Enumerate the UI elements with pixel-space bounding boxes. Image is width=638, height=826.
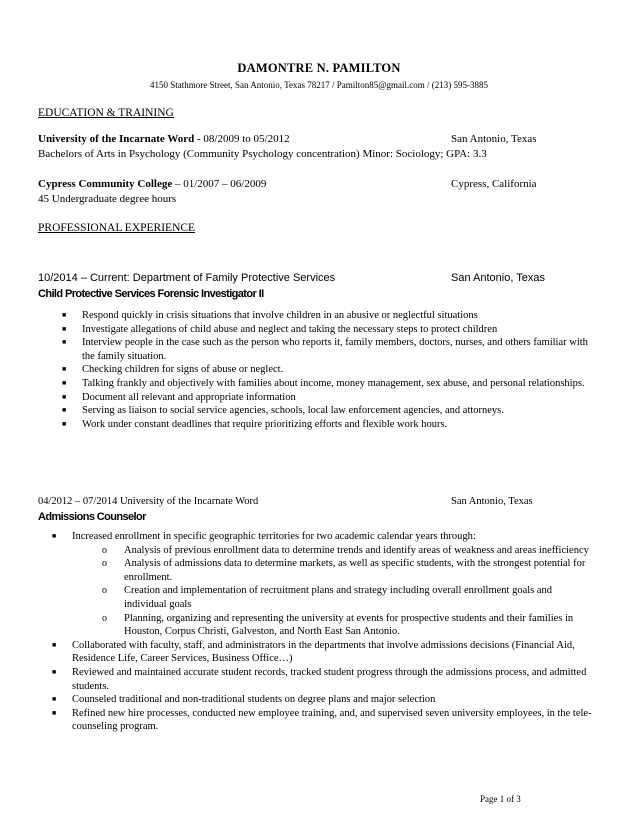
school-dates: – 01/2007 – 06/2009: [172, 178, 267, 190]
job-dates-employer: 10/2014 – Current: Department of Family Protective Services: [38, 272, 336, 284]
list-item: ■ Refined new hire processes, conducted new employee training, and, and supervised seven university employees, in the tele-counseling program.: [52, 707, 597, 734]
candidate-name: DAMONTRE N. PAMILTON: [237, 61, 401, 75]
sub-list-item: o Planning, organizing and representing the university at events for prospective students and their families in Houston, Corpus Christi, Galveston, and North East San Antonio.: [72, 612, 597, 639]
list-item: ■ Reviewed and maintained accurate student records, tracked student progress through the admissions process, and admitted students.: [52, 666, 597, 693]
sub-list-item: o Creation and implementation of recruitment plans and strategy including overall enrollment goals and individual goals: [72, 584, 597, 611]
intro-text: Increased enrollment in specific geographic territories for two academic calendar years through:: [72, 531, 476, 542]
school-name: Cypress Community College: [38, 178, 173, 190]
school-location: San Antonio, Texas: [451, 133, 537, 145]
job-location: San Antonio, Texas: [451, 496, 533, 507]
school-name: University of the Incarnate Word: [38, 133, 195, 145]
experience-heading: PROFESSIONAL EXPERIENCE: [38, 222, 196, 234]
school-location: Cypress, California: [451, 178, 537, 190]
job-dates-employer: 04/2012 – 07/2014 University of the Incarnate Word: [38, 496, 259, 507]
list-item: [52, 530, 597, 639]
education-entry-cypress: [38, 178, 598, 190]
school-dates: - 08/2009 to 05/2012: [194, 133, 290, 145]
job-title: Child Protective Services Forensic Investigator II: [38, 288, 264, 300]
education-detail-uiw: Bachelors of Arts in Psychology (Community Psychology concentration) Minor: Sociology; GPA: 3.3: [38, 148, 487, 160]
list-item: ■ Interview people in the case such as the person who reports it, family members, doctors, nurses, and others familiar with the family situation.: [62, 336, 592, 363]
job-bullets-uiw: [52, 530, 597, 734]
job-header-dfps: [38, 272, 598, 284]
sub-list-item: o Analysis of admissions data to determine markets, as well as specific students, with the strongest potential for enrollment.: [72, 557, 597, 584]
list-item: ■ Serving as liaison to social service agencies, schools, local law enforcement agencies, and attorneys.: [62, 404, 592, 418]
list-item: ■ Checking children for signs of abuse or neglect.: [62, 363, 592, 377]
list-item: ■ Collaborated with faculty, staff, and administrators in the departments that involve admissions decisions (Financial Aid, Residence Life, Career Services, Business Office…): [52, 639, 597, 666]
list-item: ■ Counseled traditional and non-traditional students on degree plans and major selection: [52, 693, 597, 707]
job-bullets-dfps: [62, 309, 592, 431]
list-item: ■ Respond quickly in crisis situations that involve children in an abusive or neglectful situations: [62, 309, 592, 323]
job-title: Admissions Counselor: [38, 511, 146, 523]
education-entry-uiw: [38, 133, 598, 145]
list-item: ■ Work under constant deadlines that require prioritizing efforts and flexible work hours.: [62, 418, 592, 432]
list-item: ■ Talking frankly and objectively with families about income, money management, sex abuse, and personal relationships.: [62, 377, 592, 391]
education-detail-cypress: 45 Undergraduate degree hours: [38, 193, 177, 205]
job-header-uiw: [38, 496, 598, 507]
contact-line: 4150 Stathmore Street, San Antonio, Texas 78217 / Pamilton85@gmail.com / (213) 595-3885: [150, 80, 488, 90]
list-item: ■ Investigate allegations of child abuse and neglect and taking the necessary steps to protect children: [62, 323, 592, 337]
job-location: San Antonio, Texas: [451, 272, 545, 284]
sub-list-item: o Analysis of previous enrollment data to determine trends and identify areas of weakness and areas inefficiency: [72, 544, 597, 558]
page-number: Page 1 of 3: [480, 794, 521, 804]
list-item: ■ Document all relevant and appropriate information: [62, 391, 592, 405]
education-heading: EDUCATION & TRAINING: [38, 107, 174, 119]
sub-bullets: [72, 544, 597, 639]
